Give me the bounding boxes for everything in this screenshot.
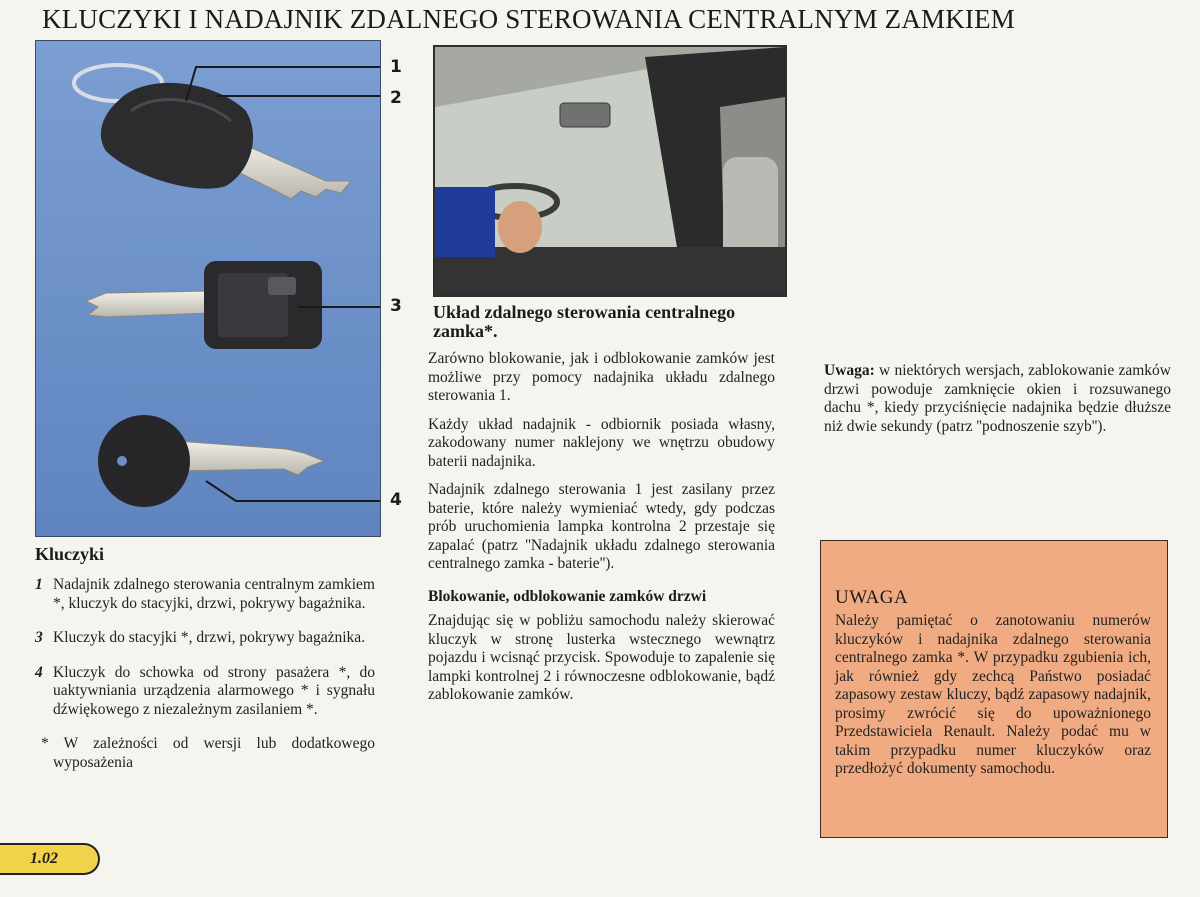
callout-4: 4 — [390, 490, 402, 510]
remote-body — [428, 350, 775, 715]
keys-illustration — [36, 41, 380, 536]
item-text: Kluczyk do stacyjki *, drzwi, pokrywy bagażnika. — [53, 629, 366, 646]
lock-subheading: Blokowanie, odblokowanie zamków drzwi — [428, 587, 707, 605]
note — [824, 362, 1171, 436]
item-text: Nadajnik zdalnego sterowania centralnym zamkiem *, kluczyk do stacyjki, drzwi, pokrywy bagażnika. — [53, 576, 375, 612]
car-interior-illustration — [435, 47, 785, 295]
paragraph: Zarówno blokowanie, jak i odblokowanie zamków jest możliwe przy pomocy nadajnika układu zdalnego sterowania 1. — [428, 350, 775, 404]
item-text: Kluczyk do schowka od strony pasażera *, do uaktywniania urządzenia alarmowego * i sygnału dźwiękowego z niezależnym zasilaniem *. — [53, 663, 375, 718]
callout-1: 1 — [390, 57, 402, 77]
callout-2: 2 — [390, 88, 402, 108]
item-number: 4 — [35, 663, 43, 681]
footnote: * W zależności od wersji lub dodatkowego wyposażenia — [41, 735, 375, 771]
page-number: 1.02 — [30, 850, 58, 867]
keys-list — [35, 576, 375, 772]
paragraph: Każdy układ nadajnik - odbiornik posiada własny, zakodowany numer naklejony we wnętrzu obudowy baterii nadajnika. — [428, 415, 775, 470]
car-interior-photo — [433, 45, 787, 297]
paragraph: Znajdując się w pobliżu samochodu należy skierować kluczyk w stronę lusterka wstecznego wewnątrz pojazdu i wcisnąć przycisk. Spowoduje to zapalenie się lampki kontrolnej 2 i równoczesne odblokowanie, bądź zablokowanie zamków. — [428, 612, 775, 703]
paragraph: Nadajnik zdalnego sterowania 1 jest zasilany przez baterie, które należy wymieniać wtedy, gdy podczas prób uruchomienia lampka kontrolna 2 przestaje się zapalać (patrz ''Nadajnik układu zdalnego sterowania centralnego zamka - baterie''). — [428, 481, 775, 572]
warning-heading: UWAGA — [835, 587, 909, 608]
item-number: 1 — [35, 576, 43, 593]
warning-box — [820, 540, 1168, 838]
keys-heading: Kluczyki — [35, 544, 105, 564]
page-title: KLUCZYKI I NADAJNIK ZDALNEGO STEROWANIA CENTRALNYM ZAMKIEM — [42, 4, 1016, 34]
note-text: w niektórych wersjach, zablokowanie zamków drzwi powoduje zamknięcie okien i rozsuwanego dachu *, kiedy przyciśnięcie nadajnika będzie dłuższe niż dwie sekundy (patrz ''podnoszenie szyb''). — [824, 362, 1171, 435]
list-item — [35, 576, 375, 613]
list-item — [35, 629, 375, 648]
warning-text: Należy pamiętać o zanotowaniu numerów kluczyków i nadajnika zdalnego sterowania centralnego zamka *. W przypadku zgubienia ich, jak również gdy zechcą Państwo posiadać zapasowy zestaw kluczy, bądź zapasowy nadajnik, prosimy zwrócić się do upoważnionego Przedstawiciela Renault. Należy podać mu w takim przypadku numer kluczyków oraz przedłożyć dokumenty samochodu. — [835, 612, 1151, 777]
keys-photo — [35, 40, 381, 537]
remote-heading: Układ zdalnego sterowania centralnego zamka*. — [433, 302, 736, 341]
note-label: Uwaga: — [824, 362, 875, 379]
page-number-tab — [0, 843, 100, 875]
item-number: 3 — [35, 629, 43, 646]
callout-3: 3 — [390, 296, 402, 316]
list-item — [35, 664, 375, 720]
